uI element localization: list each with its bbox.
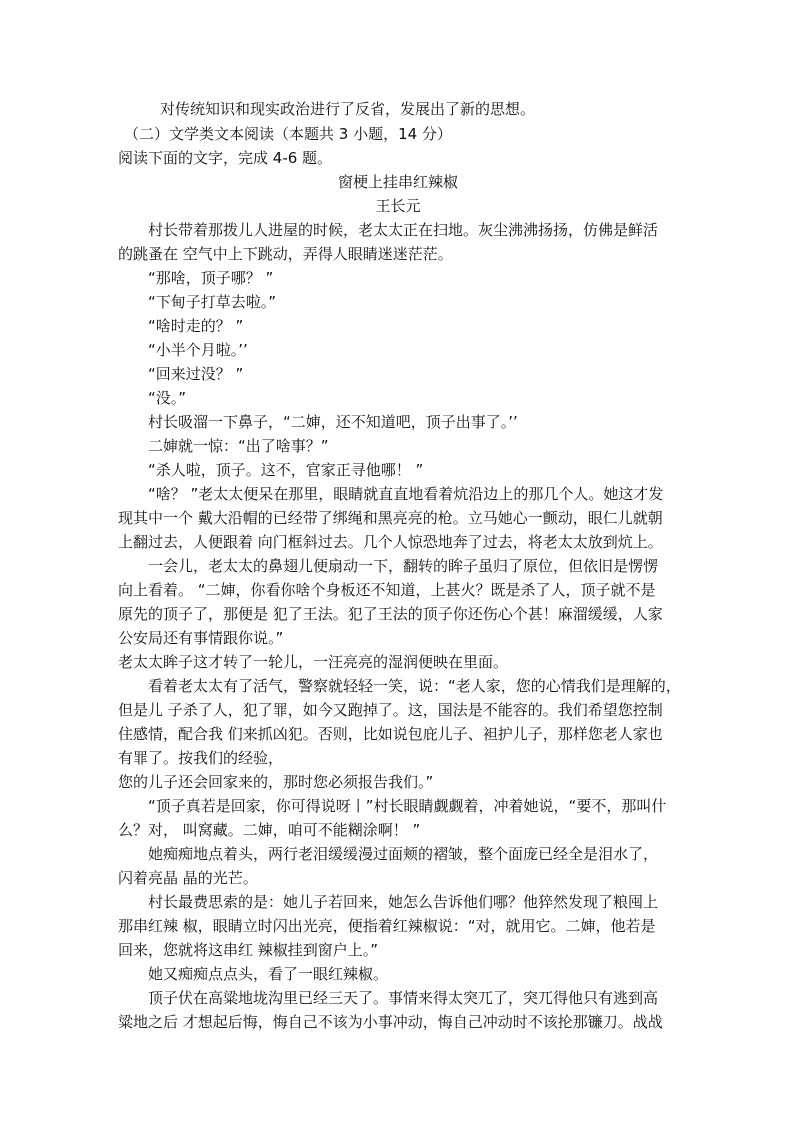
dialogue-line: “没。” [148, 389, 187, 407]
text-line: 公安局还有事情跟你说。” [118, 629, 284, 647]
dialogue-line: “杀人啦，顶子。这不，官家正寻他哪！ ” [148, 461, 424, 479]
text-line: 向上看着。 “二婶，你看你啥个身板还不知道，上甚火？既是杀了人，顶子就不是 [118, 581, 656, 599]
text-line: 有罪了。按我们的经验， [118, 749, 284, 767]
article-author: 王长元 [375, 197, 421, 215]
text-line: “啥？ ”老太太便呆在那里，眼睛就直直地看着炕沿边上的那几个人。她这才发 [148, 485, 664, 503]
text-line: 但是儿 子杀了人，犯了罪，如今又跑掉了。这，国法是不能容的。我们希望您控制 [118, 701, 663, 719]
text-line: 您的儿子还会回家来的，那时您必须报告我们。” [118, 773, 434, 791]
text-line: 村长吸溜一下鼻子，“二婶，还不知道吧，顶子出事了。’’ [148, 413, 518, 431]
text-line: 老太太眸子这才转了一轮儿，一汪亮亮的湿润便映在里面。 [118, 653, 509, 671]
text-line: 看着老太太有了活气，警察就轻轻一笑，说：“老人家，您的心情我们是理解的， [148, 677, 681, 695]
text-line: 她痴痴地点着头，两行老泪缓缓漫过面颊的褶皱，整个面庞已经全是泪水了， [148, 845, 659, 863]
text-line: 二婶就一惊：“出了啥事？” [148, 437, 329, 455]
text-line: 对传统知识和现实政治进行了反省，发展出了新的思想。 [160, 100, 536, 118]
text-line: “顶子真若是回家，你可得说呀丨”村长眼睛觑觑着，冲着她说，“要不，那叫什 [148, 797, 667, 815]
section-heading: （二）文学类文本阅读（本题共 3 小题，14 分） [124, 125, 452, 143]
text-line: 现其中一个 戴大沿帽的已经带了绑绳和黑亮亮的枪。立马她心一颤动，眼仁儿就朝 [118, 509, 663, 527]
text-line: 那串红辣 椒，眼睛立时闪出光亮，便指着红辣椒说：“对，就用它。二婶，他若是 [118, 917, 656, 935]
text-line: 上翻过去，人便跟着 向门框斜过去。几个人惊恐地奔了过去，将老太太放到炕上。 [118, 533, 663, 551]
text-line: 她又痴痴点点头，看了一眼红辣椒。 [148, 965, 389, 983]
text-line: 回来，您就将这串红 辣椒挂到窗户上。” [118, 941, 379, 959]
text-line: 粱地之后 才想起后悔，悔自己不该为小事冲动，悔自己冲动时不该抡那镰刀。战战 [118, 1013, 663, 1031]
instruction-line: 阅读下面的文字，完成 4-6 题。 [118, 149, 333, 167]
dialogue-line: “小半个月啦。’’ [148, 341, 248, 359]
text-line: 么？对， 叫窝藏。二婶，咱可不能糊涂啊！ ” [118, 821, 421, 839]
text-line: 原先的顶子了，那便是 犯了王法。犯了王法的顶子你还伤心个甚！麻溜缓缓，人家 [118, 605, 663, 623]
text-line: 的跳蚤在 空气中上下跳动，弄得人眼睛迷迷茫茫。 [118, 245, 453, 263]
dialogue-line: “回来过没？ ” [148, 365, 244, 383]
text-line: 住感情，配合我 们来抓凶犯。否则，比如说包庇儿子、袒护儿子，那样您老人家也 [118, 725, 663, 743]
article-title: 窗梗上挂串红辣椒 [337, 173, 458, 191]
text-line: 一会儿，老太太的鼻翅儿便扇动一下，翻转的眸子虽归了原位，但依旧是愣愣 [148, 557, 659, 575]
dialogue-line: “下甸子打草去啦。” [148, 293, 277, 311]
text-line: 顶子伏在高粱地垅沟里已经三天了。事情来得太突兀了，突兀得他只有逃到高 [148, 989, 659, 1007]
dialogue-line: “啥时走的？ ” [148, 317, 244, 335]
text-line: 村长带着那拨儿人进屋的时候，老太太正在扫地。灰尘沸沸扬扬，仿佛是鲜活 [148, 221, 659, 239]
text-line: 闪着亮晶 晶的光芒。 [118, 869, 258, 887]
text-line: 村长最费思索的是：她儿子若回来，她怎么告诉他们哪？他猝然发现了粮囤上 [148, 893, 659, 911]
dialogue-line: “那啥，顶子哪？ ” [148, 269, 274, 287]
